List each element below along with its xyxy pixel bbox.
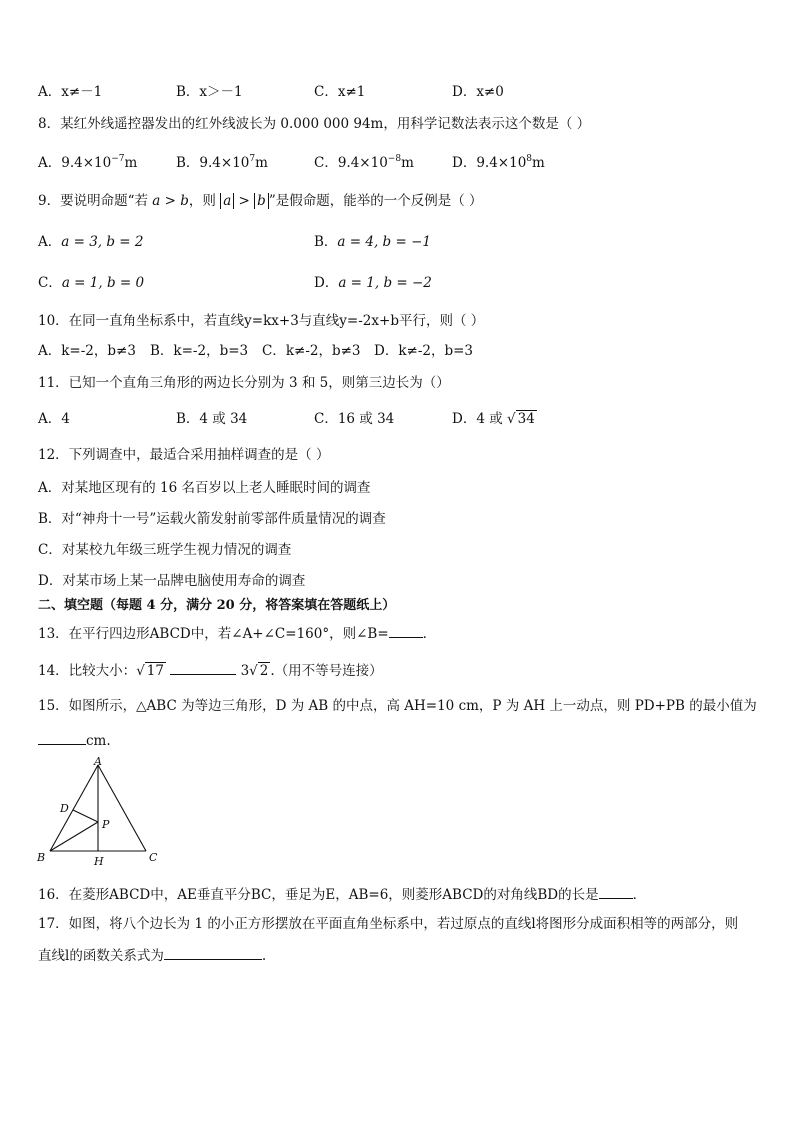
q11-option-a: A．4 xyxy=(38,411,70,427)
label-a: A xyxy=(94,755,102,768)
label-c: C xyxy=(149,851,158,864)
q15-stem: 15．如图所示，△ABC 为等边三角形，D 为 AB 的中点，高 AH=10 cm，P 为 AH 上一动点，则 PD+PB 的最小值为 xyxy=(38,698,757,714)
q11-option-c: C．16 或 34 xyxy=(314,411,395,427)
q10-stem: 10．在同一直角坐标系中，若直线y=kx+3与直线y=-2x+b平行，则（ ） xyxy=(38,313,485,329)
q11-option-d: D．4 或 √ 34 xyxy=(452,411,535,427)
q9-option-c: C．a = 1, b = 0 xyxy=(38,275,145,291)
q11-stem: 11．已知一个直角三角形的两边长分别为 3 和 5，则第三边长为（） xyxy=(38,375,450,391)
q15-answer-line: cm. xyxy=(38,730,111,751)
q11-option-b: B．4 或 34 xyxy=(176,411,248,427)
q15-answer-blank xyxy=(38,730,86,745)
q9-option-b: B．a = 4, b = −1 xyxy=(314,234,431,250)
q7-option-b: B．x＞－1 xyxy=(176,84,243,100)
q9-option-d: D．a = 1, b = −2 xyxy=(314,275,432,291)
label-p: P xyxy=(102,818,110,831)
q14-answer-blank xyxy=(170,660,236,675)
q9-stem: 9．要说明命题“若 a > b，则 a > b ”是假命题，能举的一个反例是（ ） xyxy=(38,193,483,209)
q16-answer-blank xyxy=(599,884,633,899)
label-d: D xyxy=(60,802,69,815)
q17-line2: 直线l的函数关系式为 . xyxy=(38,945,266,966)
q10-option-a: A．k=-2，b≠3 xyxy=(38,343,136,359)
q8-option-d: D．$9.4\times 10^8m$ xyxy=(452,154,545,171)
q9-option-a: A．a = 3, b = 2 xyxy=(38,234,144,250)
q10-option-c: C．k≠-2，b≠3 xyxy=(262,343,361,359)
q17-answer-blank xyxy=(164,945,262,960)
q12-option-b: B．对“神舟十一号”运载火箭发射前零部件质量情况的调查 xyxy=(38,511,386,527)
q17-line1: 17．如图，将八个边长为 1 的小正方形摆放在平面直角坐标系中，若过原点的直线l将图形分成面积相等的两部分，则 xyxy=(38,916,739,932)
section-heading: 二、填空题（每题 4 分，满分 20 分，将答案填在答题纸上） xyxy=(38,598,396,613)
q8-option-a: A．$9.4\times 10^{-7}m$ xyxy=(38,154,138,171)
q16-stem: 16．在菱形ABCD中，AE垂直平分BC，垂足为E，AB=6，则菱形ABCD的对角线BD的长是 ． xyxy=(38,884,646,905)
q13-answer-blank xyxy=(389,623,423,638)
q12-option-c: C．对某校九年级三班学生视力情况的调查 xyxy=(38,542,292,558)
label-h: H xyxy=(94,855,104,868)
q7-option-a: A．x≠－1 xyxy=(38,84,103,100)
q8-option-b: B．$9.4\times 10^7m$ xyxy=(176,154,268,171)
q15-triangle-figure xyxy=(32,755,172,870)
q12-stem: 12．下列调查中，最适合采用抽样调查的是（ ） xyxy=(38,447,330,463)
q8-option-c: C．$9.4\times 10^{-8}m$ xyxy=(314,154,414,171)
q14-stem: 14．比较大小：√ 17 3√ 2 .（用不等号连接） xyxy=(38,660,383,681)
q10-option-b: B．k=-2，b=3 xyxy=(150,343,249,359)
q12-option-a: A．对某地区现有的 16 名百岁以上老人睡眠时间的调查 xyxy=(38,480,371,496)
q12-option-d: D．对某市场上某一品牌电脑使用寿命的调查 xyxy=(38,573,306,589)
q13-stem: 13．在平行四边形ABCD中，若∠A+∠C=160°，则∠B= ． xyxy=(38,623,436,644)
label-b: B xyxy=(37,851,46,864)
q10-option-d: D．k≠-2，b=3 xyxy=(374,343,474,359)
q7-option-c: C．x≠1 xyxy=(314,84,366,100)
q8-stem: 8．某红外线遥控器发出的红外线波长为 0.000 000 94m，用科学记数法表示这个数是（ ） xyxy=(38,116,591,132)
q7-option-d: D．x≠0 xyxy=(452,84,504,100)
